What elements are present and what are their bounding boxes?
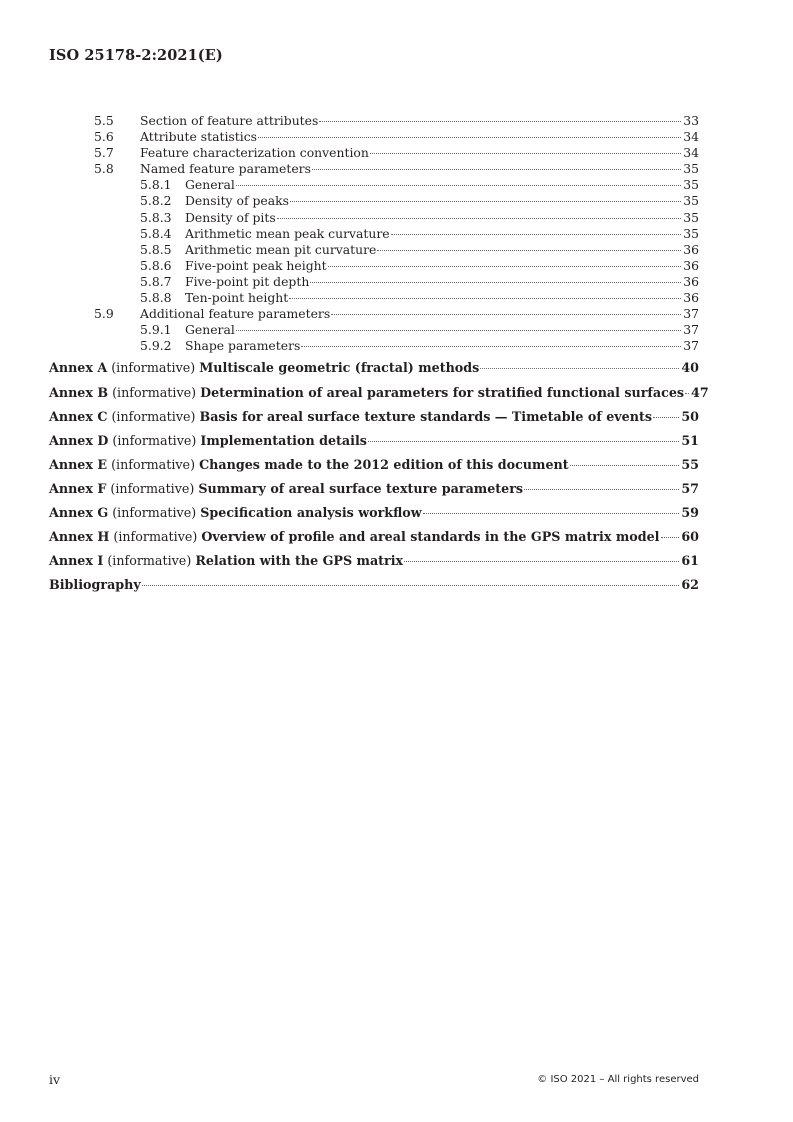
toc-entry-page: 59 — [681, 504, 699, 520]
toc-entry[interactable] — [49, 161, 699, 177]
toc-annex-heading — [49, 501, 422, 525]
toc-entry-title: Density of peaks — [185, 193, 289, 209]
toc-entry-title: Named feature parameters — [140, 161, 311, 177]
toc-annex-entry[interactable] — [49, 453, 699, 477]
toc-annex-heading — [49, 381, 684, 405]
toc-leader-dots — [142, 585, 680, 586]
toc-entry-page: 37 — [683, 322, 699, 338]
toc-entry-number: 5.8 — [94, 161, 114, 177]
toc-entry-page: 47 — [691, 384, 709, 400]
toc-entry-title: Five-point pit depth — [185, 273, 310, 289]
toc-entry[interactable] — [49, 129, 699, 145]
toc-entry-title: Feature characterization convention — [140, 145, 369, 161]
toc-entry[interactable] — [49, 226, 699, 242]
annex-label: Annex I — [49, 553, 104, 569]
annex-informative-tag: (informative) — [108, 384, 201, 400]
toc-sections — [49, 113, 699, 354]
toc-entry-number: 5.9 — [94, 306, 114, 322]
annex-label: Annex H — [49, 529, 110, 545]
toc-entry-page: 36 — [683, 273, 699, 289]
toc-leader-dots — [312, 169, 681, 170]
copyright-notice: © ISO 2021 – All rights reserved — [537, 1074, 699, 1085]
toc-entry-page: 37 — [683, 306, 699, 322]
toc-entry-title: General — [185, 322, 235, 338]
toc-entry-number: 5.7 — [94, 145, 114, 161]
toc-annex-heading — [49, 525, 660, 549]
toc-leader-dots — [570, 465, 680, 466]
annex-informative-tag: (informative) — [108, 504, 201, 520]
toc-leader-dots — [290, 201, 681, 202]
toc-annex-heading — [49, 429, 367, 453]
toc-entry-page: 55 — [681, 456, 699, 472]
toc-leader-dots — [328, 266, 682, 267]
toc-entry-number: 5.8.5 — [140, 241, 172, 257]
toc-entry-number: 5.9.2 — [140, 338, 172, 354]
annex-informative-tag: (informative) — [107, 360, 200, 376]
toc-annex-heading — [49, 405, 652, 429]
annex-title: Implementation details — [200, 432, 367, 448]
toc-entry-title: Attribute statistics — [140, 129, 258, 145]
toc-entry-number: 5.8.3 — [140, 209, 172, 225]
toc-leader-dots — [653, 417, 679, 418]
toc-entry-page: 51 — [681, 432, 699, 448]
toc-entry-number: 5.8.8 — [140, 290, 172, 306]
annex-informative-tag: (informative) — [108, 432, 201, 448]
toc-entry-number: 5.8.7 — [140, 273, 172, 289]
toc-entry-page: 60 — [681, 529, 699, 545]
annex-title: Summary of areal surface texture parameters — [198, 480, 524, 496]
toc-leader-dots — [236, 185, 681, 186]
toc-entry-number: 5.9.1 — [140, 322, 172, 338]
toc-entry-title: General — [185, 177, 235, 193]
toc-entry[interactable] — [49, 210, 699, 226]
toc-entry[interactable] — [49, 145, 699, 161]
annex-label: Annex F — [49, 480, 107, 496]
annex-label: Annex E — [49, 456, 108, 472]
annex-title: Determination of areal parameters for stratified functional surfaces — [200, 384, 685, 400]
annex-label: Annex G — [49, 504, 109, 520]
toc-annex-entry[interactable] — [49, 356, 699, 380]
toc-leader-dots — [423, 513, 680, 514]
toc-leader-dots — [289, 298, 681, 299]
annex-title: Bibliography — [49, 577, 141, 593]
toc-entry-page: 35 — [683, 193, 699, 209]
toc-entry[interactable] — [49, 322, 699, 338]
toc-entry-page: 34 — [683, 145, 699, 161]
toc-annex-entry[interactable] — [49, 381, 709, 405]
toc-entry[interactable] — [49, 113, 699, 129]
toc-leader-dots — [258, 137, 681, 138]
toc-leader-dots — [310, 282, 681, 283]
annex-informative-tag: (informative) — [106, 480, 199, 496]
annex-label: Annex D — [49, 432, 109, 448]
toc-entry-title: Section of feature attributes — [140, 113, 319, 128]
toc-leader-dots — [301, 346, 681, 347]
toc-entry-page: 37 — [683, 338, 699, 354]
annex-title: Changes made to the 2012 edition of this document — [199, 456, 569, 472]
annex-title: Relation with the GPS matrix — [195, 553, 404, 569]
toc-leader-dots — [236, 330, 681, 331]
toc-entry-page: 35 — [683, 161, 699, 177]
toc-entry-title: Five-point peak height — [185, 257, 327, 273]
annex-title: Specification analysis workflow — [200, 504, 422, 520]
toc-entry-page: 36 — [683, 241, 699, 257]
annex-label: Annex B — [49, 384, 109, 400]
toc-annex-entry[interactable] — [49, 573, 699, 597]
toc-leader-dots — [685, 393, 689, 394]
toc-entry-title: Shape parameters — [185, 338, 301, 354]
toc-leader-dots — [319, 121, 681, 122]
toc-leader-dots — [368, 441, 679, 442]
toc-annex-heading — [49, 573, 141, 597]
toc-entry[interactable] — [49, 177, 699, 193]
annex-informative-tag: (informative) — [107, 408, 200, 424]
toc-leader-dots — [391, 234, 682, 235]
toc-leader-dots — [524, 489, 679, 490]
toc-entry-number: 5.8.4 — [140, 225, 172, 241]
toc-entry-page: 35 — [683, 225, 699, 241]
toc-leader-dots — [404, 561, 679, 562]
toc-leader-dots — [480, 368, 679, 369]
toc-entry-title: Arithmetic mean pit curvature — [185, 241, 377, 257]
toc-leader-dots — [370, 153, 681, 154]
toc-entry-title: Arithmetic mean peak curvature — [185, 225, 390, 241]
toc-annex-entry[interactable] — [49, 525, 699, 549]
toc-annex-heading — [49, 453, 569, 477]
toc-annex-entry[interactable] — [49, 477, 699, 501]
toc-annex-heading — [49, 356, 479, 380]
toc-entry[interactable] — [49, 290, 699, 306]
toc-entry-page: 50 — [681, 408, 699, 424]
toc-entry-page: 62 — [681, 577, 699, 593]
toc-annex-heading — [49, 549, 403, 573]
toc-entry-page: 34 — [683, 129, 699, 145]
toc-entry-number: 5.8.2 — [140, 193, 172, 209]
toc-entry-number: 5.8.1 — [140, 177, 172, 193]
document-header: ISO 25178-2:2021(E) — [49, 47, 223, 64]
toc-entry[interactable] — [49, 242, 699, 258]
toc-annex-entry[interactable] — [49, 501, 699, 525]
toc-annex-entry[interactable] — [49, 549, 699, 573]
toc-entry-page: 35 — [683, 209, 699, 225]
toc-entry-page: 35 — [683, 177, 699, 193]
toc-entry-page: 33 — [683, 113, 699, 128]
toc-entry-title: Density of pits — [185, 209, 276, 225]
toc-annex-entry[interactable] — [49, 429, 699, 453]
toc-annex-entry[interactable] — [49, 405, 699, 429]
toc-leader-dots — [277, 218, 682, 219]
page-number: iv — [49, 1072, 61, 1087]
toc-entry[interactable] — [49, 338, 699, 354]
toc-entry-title: Additional feature parameters — [140, 306, 331, 322]
annex-title: Overview of profile and areal standards in the GPS matrix model — [201, 529, 660, 545]
toc-entry[interactable] — [49, 258, 699, 274]
toc-annexes — [49, 356, 709, 597]
annex-label: Annex A — [49, 360, 108, 376]
toc-leader-dots — [377, 250, 681, 251]
toc-leader-dots — [661, 537, 680, 538]
annex-label: Annex C — [49, 408, 108, 424]
toc-entry-number: 5.5 — [94, 113, 114, 128]
annex-informative-tag: (informative) — [103, 553, 196, 569]
toc-annex-heading — [49, 477, 523, 501]
toc-entry-page: 36 — [683, 257, 699, 273]
annex-title: Multiscale geometric (fractal) methods — [199, 360, 480, 376]
annex-informative-tag: (informative) — [107, 456, 200, 472]
table-of-contents — [49, 113, 709, 597]
toc-entry-title: Ten-point height — [185, 290, 289, 306]
toc-entry[interactable] — [49, 306, 699, 322]
toc-leader-dots — [331, 314, 681, 315]
toc-entry-number: 5.8.6 — [140, 257, 172, 273]
toc-entry-page: 36 — [683, 290, 699, 306]
toc-entry-page: 57 — [681, 480, 699, 496]
toc-entry[interactable] — [49, 193, 699, 209]
toc-entry-page: 61 — [681, 553, 699, 569]
toc-entry-page: 40 — [681, 360, 699, 376]
annex-informative-tag: (informative) — [109, 529, 202, 545]
annex-title: Basis for areal surface texture standards — Timetable of events — [199, 408, 652, 424]
toc-entry[interactable] — [49, 274, 699, 290]
toc-entry-number: 5.6 — [94, 129, 114, 145]
